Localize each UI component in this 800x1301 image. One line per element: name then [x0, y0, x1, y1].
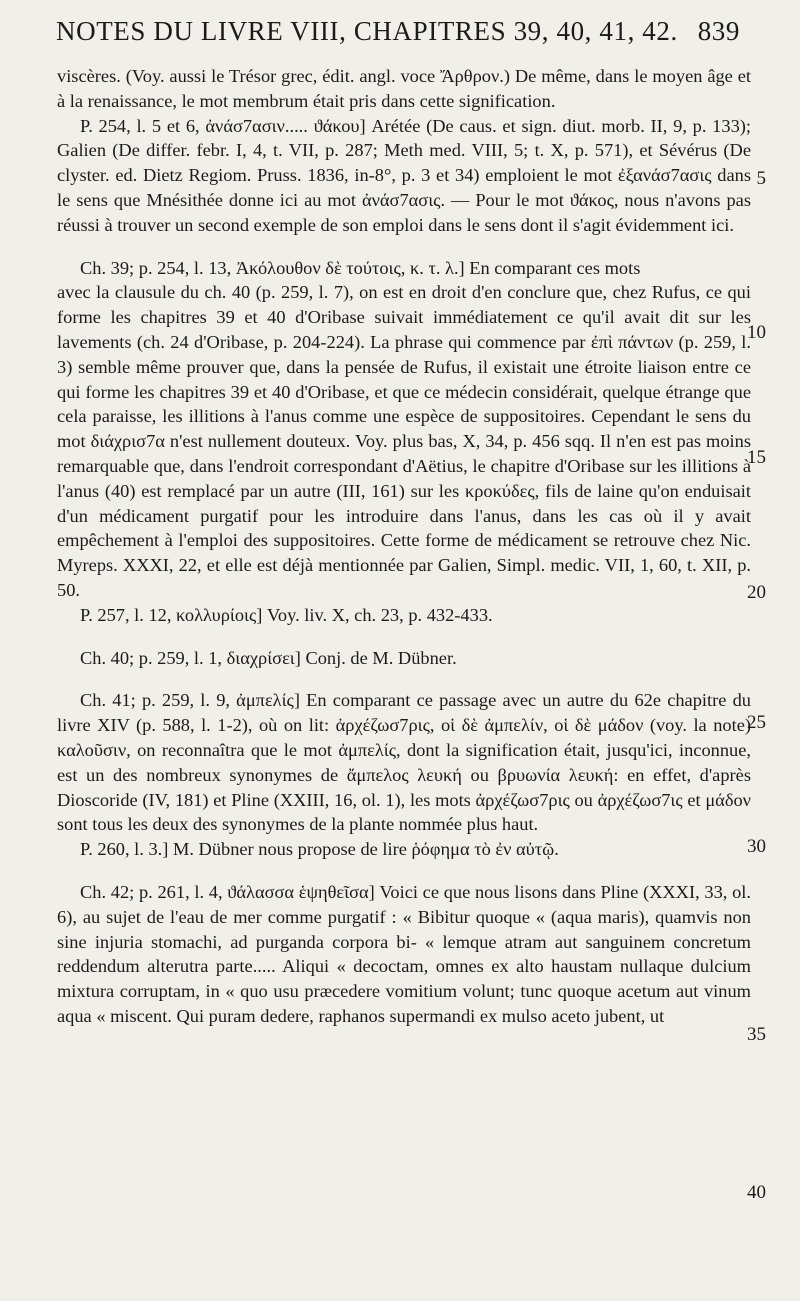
note-paragraph: P. 260, l. 3.] M. Dübner nous propose de lire ῥόφημα τὸ ἐν αὐτῷ.: [80, 839, 559, 860]
line-number: 10: [747, 322, 766, 343]
line-number: 5: [756, 168, 766, 189]
notes-text: [57, 64, 751, 1029]
line-number: 40: [747, 1182, 766, 1203]
running-header: [56, 16, 740, 47]
line-number: 20: [747, 582, 766, 603]
line-number: 25: [747, 712, 766, 733]
line-number: 35: [747, 1024, 766, 1045]
header-title: NOTES DU LIVRE VIII, CHAPITRES 39, 40, 41, 42.: [56, 16, 678, 46]
note-paragraph: Ch. 40; p. 259, l. 1, διαχρίσει] Conj. de M. Dübner.: [80, 647, 457, 668]
line-number: 30: [747, 836, 766, 857]
line-number: 15: [747, 447, 766, 468]
page-number: 839: [697, 16, 740, 46]
text-line: Ch. 39; p. 254, l. 13, Ἀκόλουθον δὲ τούτοις, κ. τ. λ.] En comparant ces mots: [80, 257, 641, 278]
note-paragraph: Ch. 42; p. 261, l. 4, ϑάλασσα ἑψηθεῖσα] Voici ce que nous lisons dans Pline (XXXI, 33, ol. 6), au sujet de l'eau de mer comme purgatif : « Bibitur quoque « (aqua maris), quamvis non sine injuria stomachi, ad purganda corpora bi- « lemque atram aut sanguinem concretum reddendum alterutra parte..... Aliqui « decoctam, omnes ex alto haustam nullaque dulcium mixtura corruptam, in « quo usu præcedere vomitium volunt; tunc quoque acetum aut vinum aqua « miscent. Qui puram dedere, raphanos supermandi ex mulso aceto jubent, ut: [57, 881, 751, 1026]
note-paragraph: P. 254, l. 5 et 6, ἀνάσ7ασιν..... ϑάκου] Arétée (De caus. et sign. diut. morb. II, 9, p. 133); Galien (De differ. febr. I, 4, t. VII, p. 287; Meth med. VIII, 5; t. X, p. 571), et Sévérus (De clyster. ed. Dietz Regiom. Pruss. 1836, in-8°, p. 3 et 34) emploient le mot ἐξανάσ7ασις dans le sens que Mnésithée donne ici au mot ἀνάσ7ασις. — Pour le mot ϑάκος, nous n'avons pas réussi à trouver un second exemple de son emploi dans le sens dont il s'agit évidemment ici.: [57, 115, 751, 235]
note-paragraph: viscères. (Voy. aussi le Trésor grec, édit. angl. voce Ἄρθρον.) De même, dans le moyen âge et à la renaissance, le mot membrum était pris dans cette signification.: [57, 66, 751, 111]
note-paragraph: [57, 256, 751, 603]
note-paragraph: P. 257, l. 12, κολλυρίοις] Voy. liv. X, ch. 23, p. 432-433.: [80, 604, 493, 625]
note-paragraph-rest: avec la clausule du ch. 40 (p. 259, l. 7), on est en droit d'en conclure que, chez Rufus, ce qui forme les chapitres 39 et 40 d'Oribase suivait immédiatement ce qu'il avait dit sur les lavements (ch. 24 d'Oribase, p. 204-224). La phrase qui commence par ἐπὶ πάντων (p. 259, l. 3) semble même prouver que, dans la pensée de Rufus, il existait une étroite liaison entre ce qui forme les chapitres 39 et 40 d'Oribase, et que ce médecin considérait, quelque étrange que cela paraisse, les illitions à l'anus comme une espèce de suppositoires. Cependant le sens du mot διάχρισ7α n'est nullement douteux. Voy. plus bas, X, 34, p. 456 sqq. Il n'en est pas moins remarquable que, dans l'endroit correspondant d'Aëtius, le chapitre d'Oribase sur les illitions à l'anus (40) est remplacé par un autre (III, 161) sur les κροκύδες, fils de laine qu'on enduisait d'un médicament purgatif pour les introduire dans l'anus, dans les cas où il y avait empêchement à l'emploi des suppositoires. Cette forme de médicament se retrouve chez Nic. Myreps. XXXI, 22, et elle est déjà mentionnée par Galien, Simpl. medic. VII, 1, 60, t. XII, p. 50.: [57, 282, 751, 600]
note-paragraph: Ch. 41; p. 259, l. 9, ἀμπελίς] En comparant ce passage avec un autre du 62e chapitre du livre XIV (p. 588, l. 1-2), où on lit: ἀρχέζωσ7ρις, οἱ δὲ ἀμπελίν, οἱ δὲ μάδον (voy. la note) καλοῦσιν, on reconnaîtra que le mot ἀμπελίς, dont la signification était, jusqu'ici, inconnue, est un des nombreux synonymes de ἄμπελος λευκή ou βρυωνία λευκή: en effet, d'après Dioscoride (IV, 181) et Pline (XXIII, 16, ol. 1), les mots ἀρχέζωσ7ρις ou ἀρχέζωσ7ις et μάδον sont tous les deux des synonymes de la plante nommée plus haut.: [57, 690, 751, 835]
